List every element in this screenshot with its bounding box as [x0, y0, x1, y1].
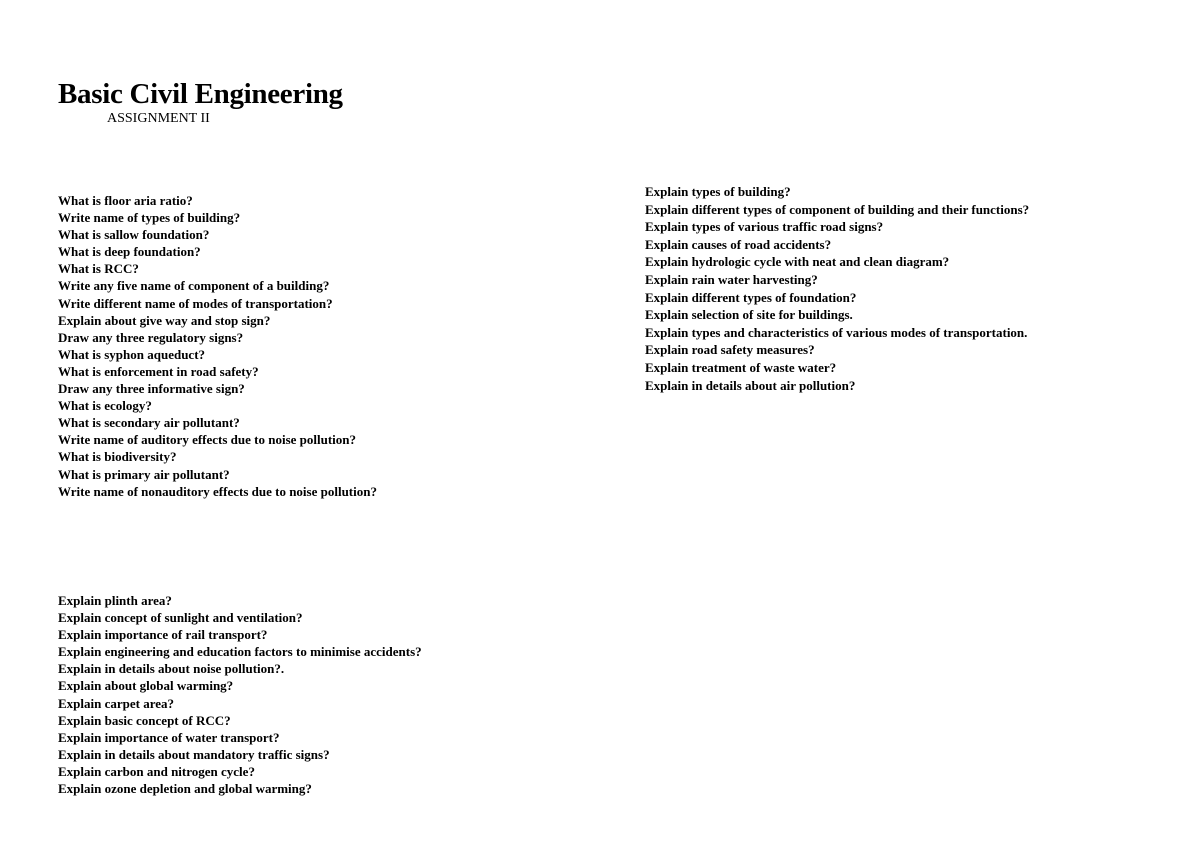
question-item: Explain importance of water transport? — [58, 729, 280, 745]
question-item: Explain importance of rail transport? — [58, 627, 268, 643]
question-item: Explain in details about mandatory traffic signs? — [58, 746, 330, 762]
question-item: Draw any three regulatory signs? — [58, 329, 244, 345]
question-item: Explain treatment of waste water? — [645, 359, 837, 375]
short-question-list — [58, 192, 377, 500]
question-item: Write any five name of component of a building? — [58, 278, 330, 294]
question-item: Explain selection of site for buildings. — [645, 307, 853, 323]
question-item: Explain carbon and nitrogen cycle? — [58, 763, 255, 779]
question-item: Write name of auditory effects due to noise pollution? — [58, 432, 357, 448]
question-item: Explain causes of road accidents? — [645, 236, 832, 252]
question-item: Write different name of modes of transportation? — [58, 295, 333, 311]
question-item: Explain types of building? — [645, 184, 791, 199]
question-item: Explain different types of component of building and their functions? — [645, 201, 1030, 217]
question-item: Explain in details about noise pollution?. — [58, 661, 285, 677]
question-item: Explain rain water harvesting? — [645, 271, 818, 287]
question-item: What is enforcement in road safety? — [58, 363, 259, 379]
question-item: What is primary air pollutant? — [58, 466, 230, 482]
question-item: What is ecology? — [58, 398, 152, 414]
question-item: Explain about give way and stop sign? — [58, 312, 271, 328]
question-item: Explain concept of sunlight and ventilation? — [58, 610, 303, 626]
question-item: What is RCC? — [58, 261, 139, 277]
question-item: What is floor aria ratio? — [58, 193, 193, 208]
question-item: What is biodiversity? — [58, 449, 177, 465]
question-item: Explain basic concept of RCC? — [58, 712, 231, 728]
question-item: What is deep foundation? — [58, 244, 201, 260]
question-item: Write name of types of building? — [58, 210, 241, 226]
question-item: What is sallow foundation? — [58, 227, 210, 243]
question-item: What is secondary air pollutant? — [58, 415, 240, 431]
question-item: Explain types of various traffic road signs? — [645, 219, 884, 235]
question-item: Explain plinth area? — [58, 593, 172, 608]
question-item: Explain in details about air pollution? — [645, 377, 856, 393]
long-question-list — [645, 183, 1029, 394]
question-item: Explain road safety measures? — [645, 342, 815, 358]
question-item: Explain engineering and education factors to minimise accidents? — [58, 644, 422, 660]
question-item: Explain carpet area? — [58, 695, 175, 711]
question-item: Draw any three informative sign? — [58, 381, 245, 397]
question-item: Explain ozone depletion and global warming? — [58, 781, 312, 797]
question-item: Explain hydrologic cycle with neat and clean diagram? — [645, 254, 950, 270]
document-title: Basic Civil Engineering — [58, 78, 343, 110]
assignment-subtitle: ASSIGNMENT II — [107, 111, 210, 126]
question-item: What is syphon aqueduct? — [58, 346, 206, 362]
medium-question-list — [58, 592, 422, 797]
question-item: Explain different types of foundation? — [645, 289, 857, 305]
question-item: Explain about global warming? — [58, 678, 234, 694]
question-item: Explain types and characteristics of various modes of transportation. — [645, 324, 1028, 340]
question-item: Write name of nonauditory effects due to noise pollution? — [58, 483, 377, 499]
